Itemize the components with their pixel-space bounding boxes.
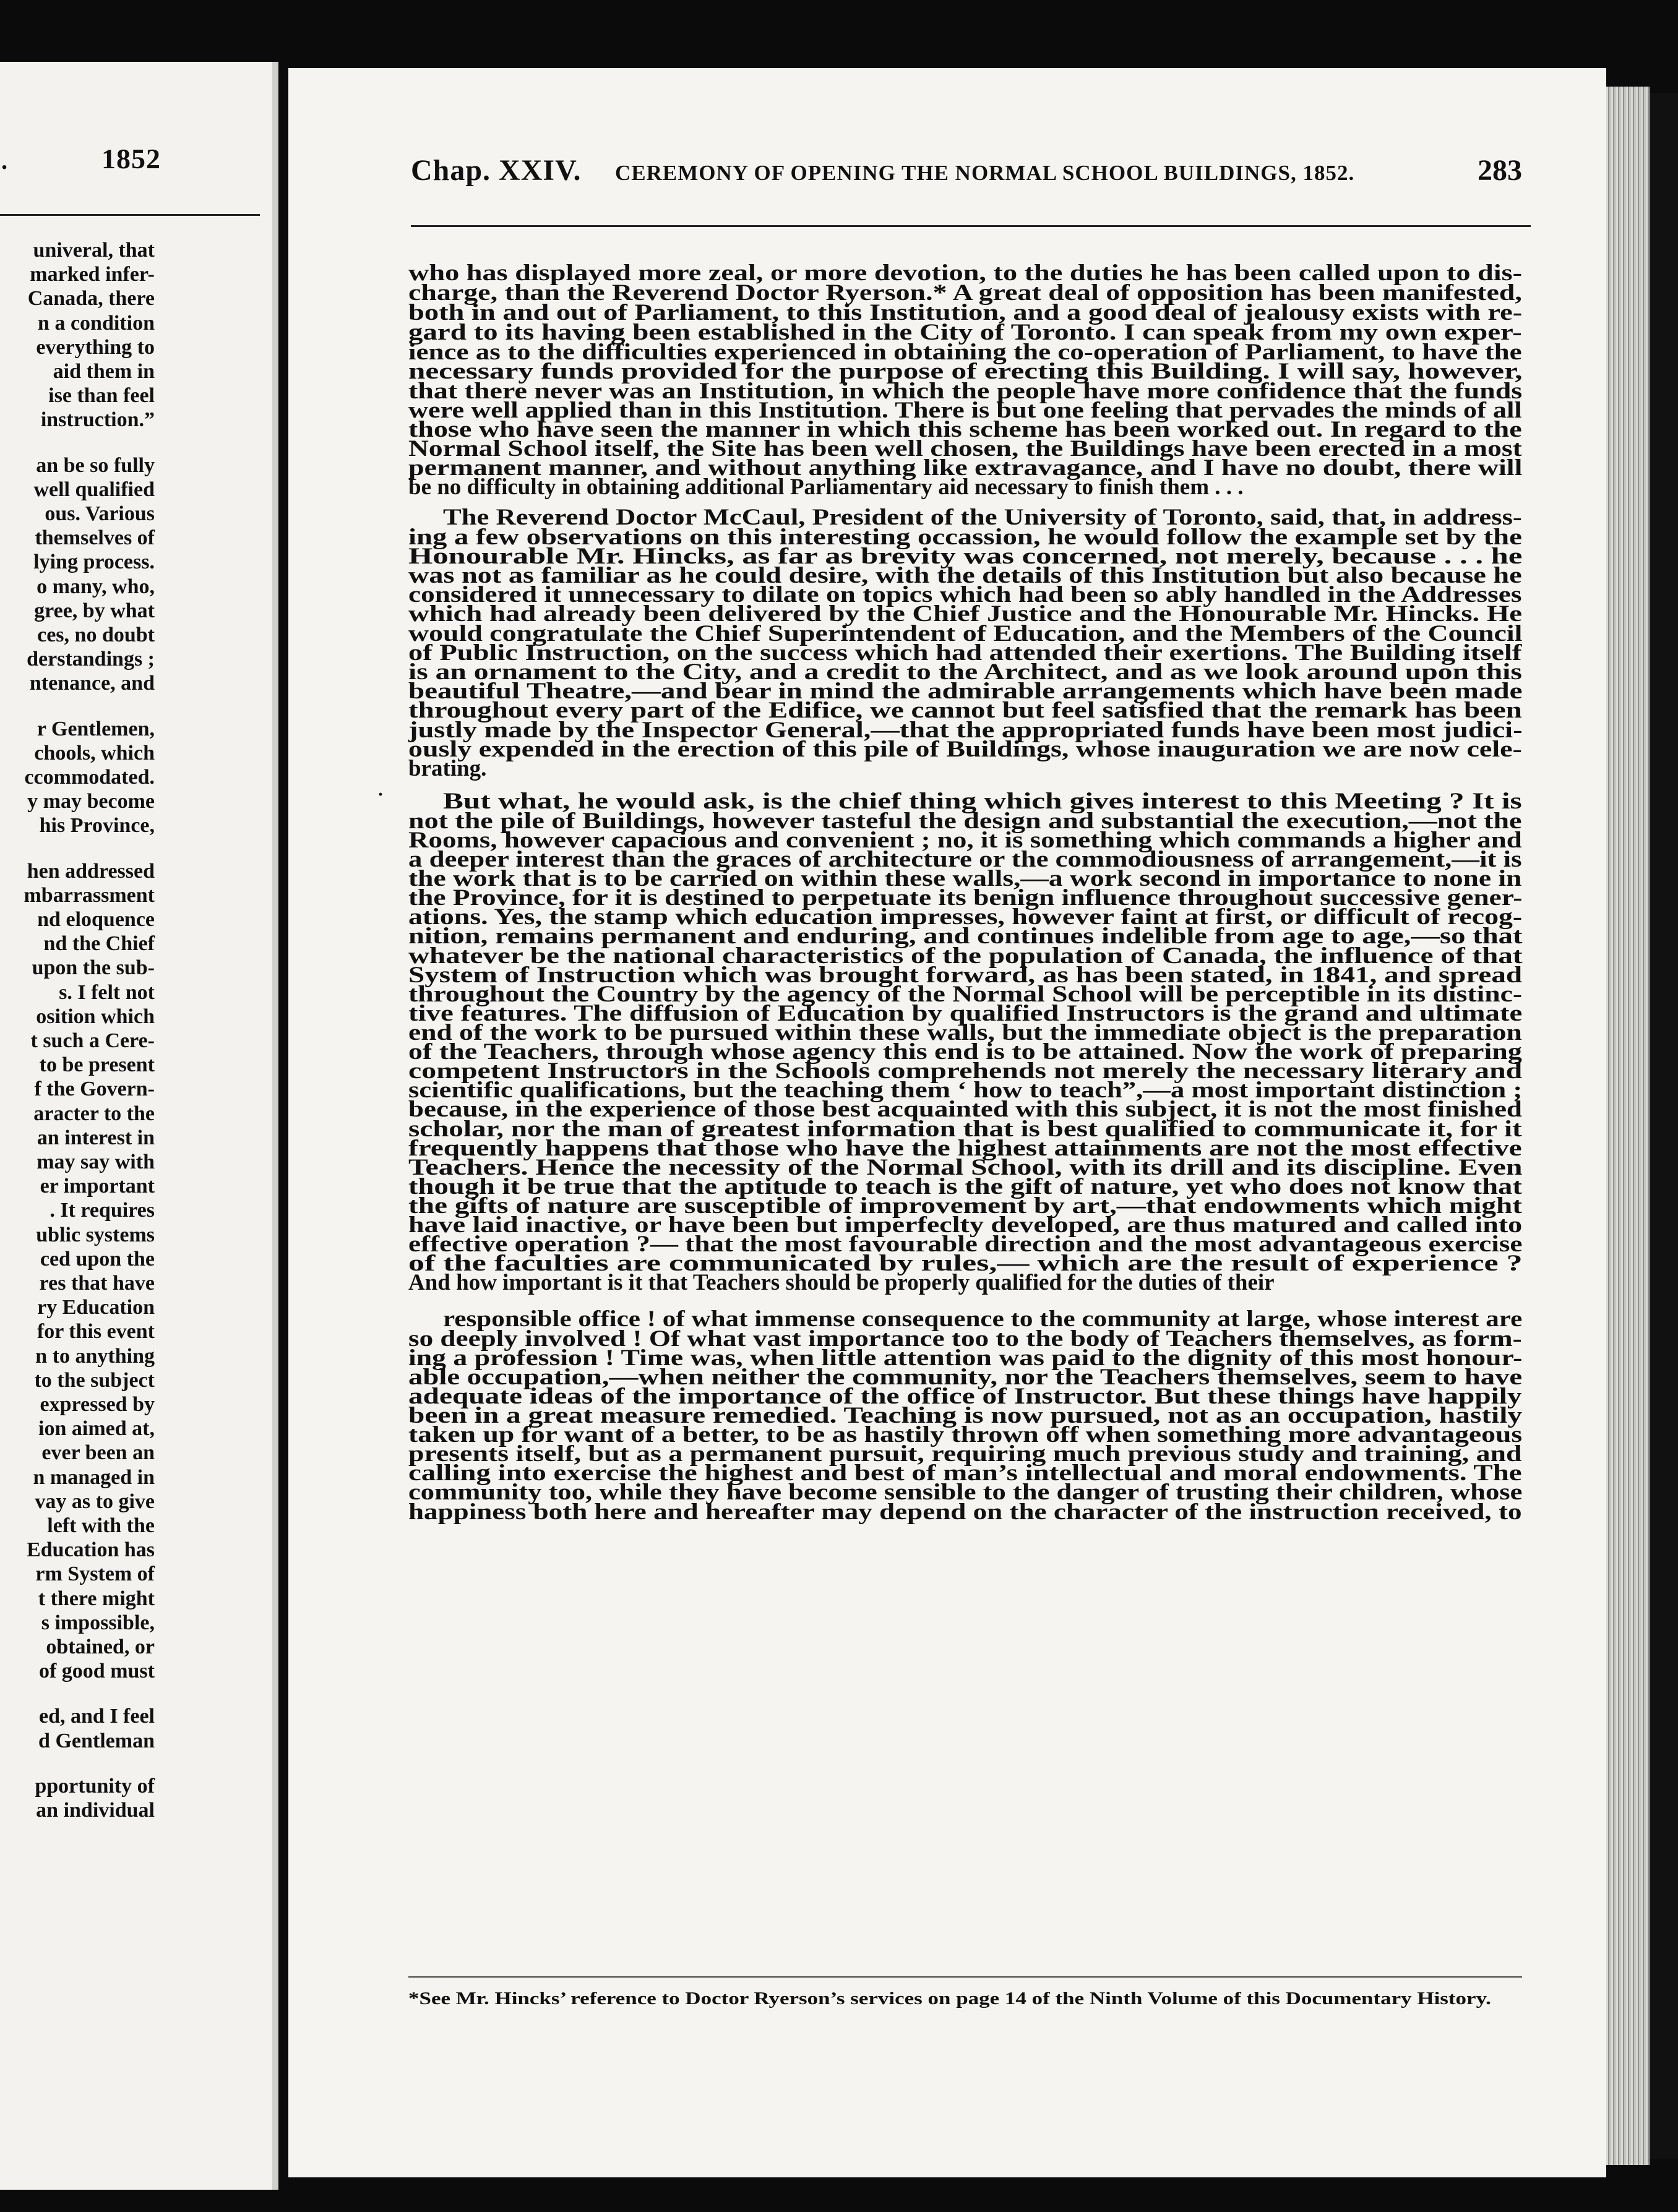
body-line: charge, than the Reverend Doctor Ryerson.* A great deal of opposition has been manifested, [408, 280, 1522, 306]
facing-page-line: n a condition [38, 311, 155, 335]
facing-page-line: n to anything [35, 1344, 155, 1368]
facing-page-header [0, 142, 266, 179]
facing-page-line: ced upon the [40, 1247, 155, 1271]
facing-page-line: of good must [38, 1660, 155, 1683]
facing-page-line: s. I felt not [59, 980, 155, 1004]
body-line: calling into exercise the highest and best of man’s intellectual and moral endowments. The [408, 1460, 1522, 1486]
body-line: throughout every part of the Edifice, we cannot but feel satisfied that the remark has been [408, 698, 1522, 723]
facing-page-line: obtained, or [46, 1635, 155, 1658]
body-line: because, in the experience of those best acquainted with this subject, it is not the most finished [408, 1097, 1522, 1122]
facing-page [0, 62, 278, 2190]
body-line: happiness both here and hereafter may depend on the character of the instruction received, to [408, 1499, 1522, 1525]
facing-page-line: to be present [39, 1053, 155, 1077]
facing-page-line: instruction.” [40, 408, 155, 432]
body-line: which had already been delivered by the Chief Justice and the Honourable Mr. Hincks. He [408, 601, 1522, 627]
body-line: scholar, nor the man of greatest information that is best qualified to communicate it, for it [408, 1117, 1522, 1142]
body-line: Normal School itself, the Site has been well chosen, the Buildings have been erected in a most [408, 436, 1522, 461]
body-line: that there never was an Institution, in which the people have more confidence that the funds [408, 379, 1523, 404]
body-line: whatever be the national characteristics of the population of Canada, the influence of that [408, 943, 1523, 969]
facing-page-line: hen addressed [27, 859, 155, 883]
body-line: ations. Yes, the stamp which education impresses, however faint at first, or difficult of recog- [408, 904, 1523, 930]
body-line: frequently happens that those who have the highest attainments are not the most effective [408, 1136, 1522, 1161]
body-line: permanent manner, and without anything like extravagance, and I have no doubt, there will [408, 455, 1523, 481]
body-line: the gifts of nature are susceptible of improvement by art,—that endowments which might [408, 1193, 1522, 1219]
body-line: is an ornament to the City, and a credit to the Architect, and as we look around upon this [408, 659, 1522, 685]
facing-page-line: nd eloquence [37, 908, 155, 931]
facing-page-line: an be so fully [36, 453, 155, 477]
facing-page-rule [0, 214, 260, 216]
facing-page-year: 1852 [101, 143, 161, 174]
facing-page-line: nd the Chief [43, 932, 155, 956]
body-line: have laid inactive, or have been but imperfeclty developed, are thus matured and called into [408, 1212, 1523, 1238]
body-line: were well applied than in this Institution. There is but one feeling that pervades the minds of all [408, 398, 1522, 423]
page-number: 283 [1478, 154, 1522, 187]
body-line: competent Instructors in the Schools comprehends not merely the necessary literary and [408, 1058, 1523, 1084]
body-line: ing a few observations on this interesting occassion, he would follow the example set by the [408, 525, 1522, 550]
body-line: necessary funds provided for the purpose of erecting this Building. I will say, however, [408, 359, 1523, 384]
facing-page-line: res that have [39, 1272, 155, 1295]
facing-page-line: f the Govern- [34, 1078, 155, 1101]
facing-page-line: . It requires [49, 1199, 155, 1222]
body-line: nition, remains permanent and enduring, and continues indelible from age to age,—so that [408, 924, 1523, 949]
facing-page-line: osition which [36, 1005, 155, 1028]
page-shadow [1650, 93, 1678, 2159]
body-line: brating. [408, 756, 487, 781]
facing-page-line: expressed by [40, 1393, 155, 1416]
body-line: beautiful Theatre,—and bear in mind the admirable arrangements which have been made [408, 679, 1523, 704]
body-line: of the Teachers, through whose agency this end is to be attained. Now the work of preparing [408, 1039, 1522, 1065]
facing-page-line: er important [40, 1175, 155, 1198]
body-line: of Public Instruction, on the success which had attended their exertions. The Building itself [408, 640, 1522, 666]
body-line: ously expended in the erection of this pile of Buildings, whose inauguration we are now cele- [408, 737, 1522, 762]
body-line: The Reverend Doctor McCaul, President of the University of Toronto, said, that, in address- [443, 505, 1522, 530]
facing-page-line: chools, which [34, 741, 155, 765]
body-line: would congratulate the Chief Superintendent of Education, and the Members of the Council [408, 621, 1523, 646]
body-line: those who have seen the manner in which this scheme has been worked out. In regard to the [408, 417, 1522, 442]
margin-mark: · [377, 784, 384, 805]
body-line: justly made by the Inspector General,—that the appropriated funds have been most judici- [408, 718, 1523, 743]
facing-page-line: ccommodated. [24, 766, 155, 789]
body-line: so deeply involved ! Of what vast importance too to the body of Teachers themselves, as form- [408, 1326, 1522, 1352]
body-line: responsible office ! of what immense consequence to the community at large, whose interest are [443, 1306, 1523, 1332]
body-line: gard to its having been established in the City of Toronto. I can speak from my own exper- [408, 320, 1522, 345]
body-line: though it be true that the aptitude to teach is the gift of nature, yet who does not know that [408, 1174, 1522, 1199]
body-line: be no difficulty in obtaining additional Parliamentary aid necessary to finish them . . . [408, 474, 1244, 500]
facing-page-line: pportunity of [35, 1774, 155, 1798]
facing-page-line: t there might [38, 1587, 155, 1610]
body-line: who has displayed more zeal, or more devotion, to the duties he has been called upon to dis- [408, 260, 1523, 286]
facing-page-line: ces, no doubt [37, 624, 155, 646]
body-line: taken up for want of a better, to be as hastily thrown off when something more advantageous [408, 1422, 1523, 1447]
facing-page-line: lying process. [33, 551, 155, 574]
body-line: been in a great measure remedied. Teaching is now pursued, not as an occupation, hastily [408, 1403, 1523, 1428]
running-header [411, 153, 1531, 203]
facing-page-line: ise than feel [48, 384, 155, 408]
body-line: a deeper interest than the graces of architecture or the commodiousness of arrangement,—it is [408, 847, 1522, 872]
body-line: tive features. The diffusion of Education by qualified Instructors is the grand and ultimate [408, 1001, 1523, 1026]
body-line: the Province, for it is destined to perpetuate its benign influence throughout successive gener- [408, 885, 1523, 911]
facing-page-line: ublic systems [36, 1223, 155, 1246]
facing-page-line: an individual [36, 1799, 155, 1822]
facing-page-line: ever been an [41, 1441, 155, 1465]
body-line: presents itself, but as a permanent pursuit, requiring much previous study and training, and [408, 1441, 1522, 1467]
facing-page-line: upon the sub- [32, 956, 155, 980]
body-line: both in and out of Parliament, to this Institution, and a good deal of jealousy exists with re- [408, 300, 1523, 325]
body-line: end of the work to be pursued within these walls, but the immediate object is the preparation [408, 1020, 1522, 1045]
body-line: able occupation,—when neither the community, nor the Teachers themselves, seem to have [408, 1365, 1523, 1390]
footnote-rule [408, 1976, 1522, 1978]
footnote: *See Mr. Hincks’ reference to Doctor Ryerson’s services on page 14 of the Ninth Volume of this Documentary History. [408, 1989, 1491, 2008]
facing-page-line: left with the [47, 1514, 155, 1537]
body-line: community too, while they have become sensible to the danger of trusting their children, whose [408, 1480, 1523, 1505]
facing-page-line: derstandings ; [27, 648, 155, 671]
facing-page-line: ry Education [37, 1296, 155, 1319]
facing-page-line: may say with [37, 1151, 155, 1173]
body-line: But what, he would ask, is the chief thing which gives interest to this Meeting ? It is [443, 789, 1522, 814]
page-edges [1606, 87, 1650, 2165]
facing-page-line: o many, who, [37, 575, 155, 598]
facing-page-line: aid them in [53, 360, 155, 383]
body-line: Honourable Mr. Hincks, as far as brevity was concerned, not merely, because . . . he [408, 544, 1523, 569]
body-line: throughout the Country by the agency of the Normal School will be perceptible in its distinc- [408, 982, 1523, 1007]
body-line: the work that is to be carried on within these walls,—a work second in importance to none in [408, 866, 1522, 891]
facing-page-line: gree, by what [34, 599, 155, 622]
facing-page-line: marked infer- [30, 263, 155, 286]
body-line: not the pile of Buildings, however tasteful the design and substantial the execution,—not the [408, 808, 1522, 834]
facing-page-line: well qualified [33, 478, 155, 501]
facing-page-line: n managed in [33, 1465, 155, 1489]
facing-page-line: for this event [37, 1320, 155, 1344]
body-line: was not as familiar as he could desire, with the details of this Institution but also because he [408, 563, 1522, 588]
facing-page-header-mark: . [1, 147, 7, 174]
facing-page-line: vay as to give [35, 1490, 155, 1513]
header-rule [411, 225, 1531, 227]
facing-page-line: Education has [27, 1538, 155, 1562]
body-line: System of Instruction which was brought forward, as has been stated, in 1841, and spread [408, 962, 1523, 988]
facing-page-line: y may become [27, 790, 155, 813]
facing-page-line: to the subject [34, 1368, 155, 1392]
body-line: considered it unnecessary to dilate on topics which had been so ably handled in the Addresses [408, 582, 1522, 607]
facing-page-line: r Gentlemen, [37, 717, 155, 740]
facing-page-line: univeral, that [33, 239, 155, 262]
facing-page-line: mbarrassment [24, 883, 155, 907]
facing-page-line: rm System of [35, 1563, 155, 1586]
body-line: ing a profession ! Time was, when little attention was paid to the dignity of this most honour- [408, 1345, 1523, 1371]
chapter-label: Chap. XXIV. [411, 154, 582, 187]
facing-page-line: themselves of [35, 526, 155, 550]
facing-page-line: d Gentleman [38, 1729, 155, 1752]
body-line: Teachers. Hence the necessity of the Normal School, with its drill and its discipline. Even [408, 1155, 1523, 1180]
body-line: effective operation ?— that the most favourable direction and the most advantageous exercise [408, 1232, 1523, 1257]
body-line: of the faculties are communicated by rules,— which are the result of experience ? [408, 1251, 1523, 1276]
body-line: adequate ideas of the importance of the office of Instructor. But these things have happily [408, 1384, 1522, 1409]
facing-page-line: Canada, there [27, 287, 155, 311]
body-line: ience as to the difficulties experienced in obtaining the co-operation of Parliament, to have the [408, 340, 1522, 365]
body-line: scientific qualifications, but the teaching them ‘ how to teach”,—a most important distinction ; [408, 1078, 1523, 1103]
facing-page-line: t such a Cere- [30, 1029, 155, 1052]
facing-page-line: aracter to the [33, 1102, 155, 1125]
body-line: Rooms, however capacious and convenient ; no, it is something which commands a higher and [408, 828, 1522, 853]
facing-page-line: ed, and I feel [39, 1705, 155, 1728]
facing-page-line: his Province, [39, 814, 155, 838]
running-title: CEREMONY OF OPENING THE NORMAL SCHOOL BUILDINGS, 1852. [615, 161, 1355, 185]
facing-page-line: everything to [36, 335, 155, 359]
facing-page-line: ntenance, and [29, 672, 155, 695]
body-line: And how important is it that Teachers should be properly qualified for the duties of their [408, 1270, 1275, 1295]
facing-page-line: an interest in [37, 1126, 155, 1149]
facing-page-line: ous. Various [45, 502, 155, 525]
facing-page-line: s impossible, [41, 1611, 155, 1634]
facing-page-line: ion aimed at, [38, 1417, 155, 1441]
